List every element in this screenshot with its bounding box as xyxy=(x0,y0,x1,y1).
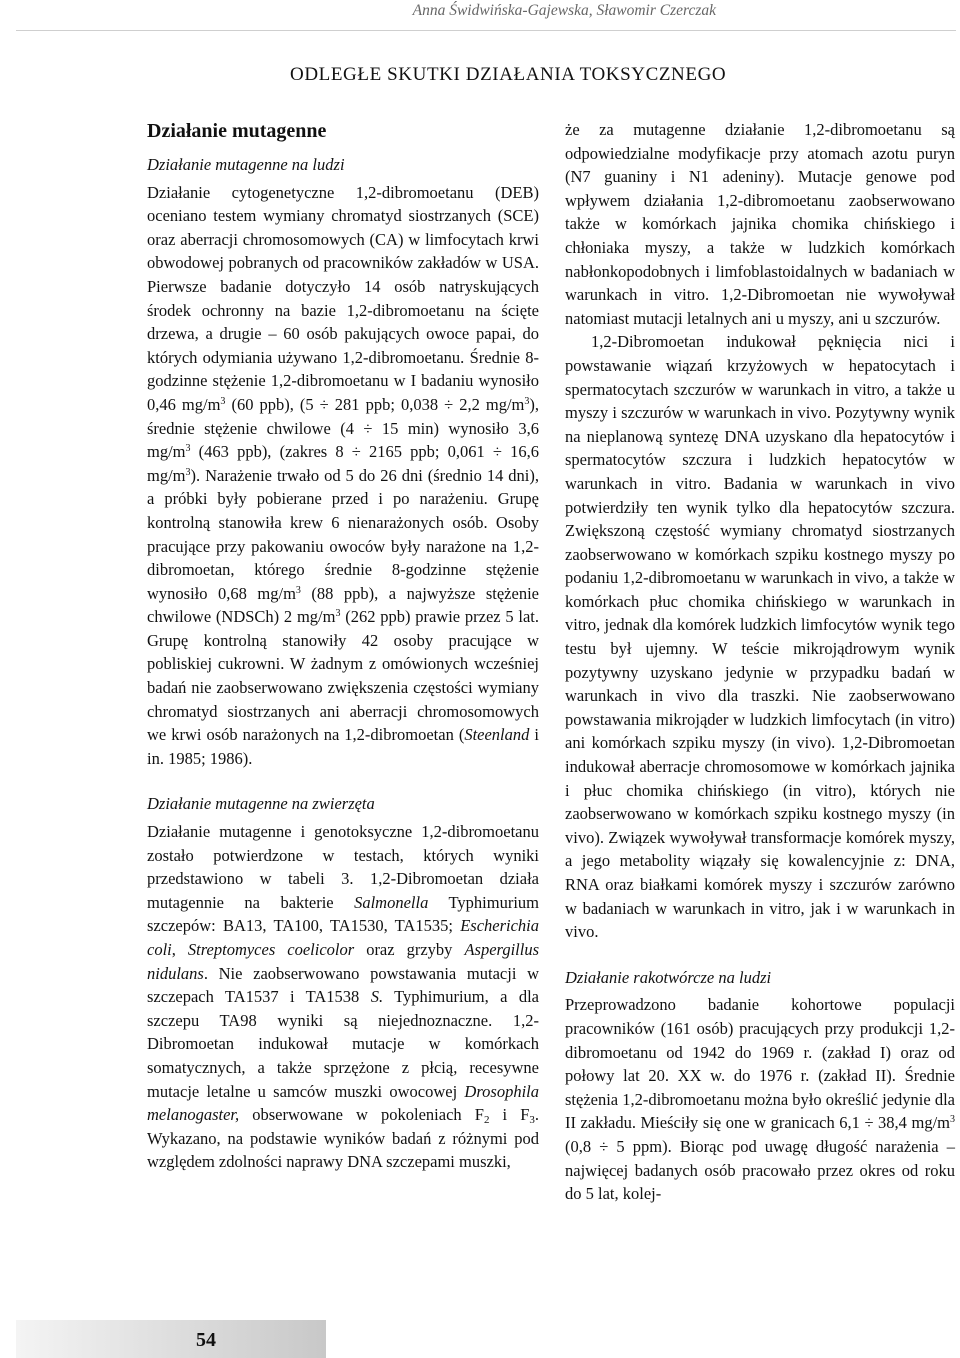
paragraph-animals: Działanie mutagenne i genotoksyczne 1,2-dibromoetanu zostało potwierdzone w testach, których wyniki przedstawiono w tabeli 3. 1,2-Dibromoetan działa mutagennie na bakterie Salmonella Typhimurium szczepów: BA13, TA100, TA1530, TA1535; Escherichia coli, Streptomyces coelicolor oraz grzyby Aspergillus nidulans. Nie zaobserwowano powstawania mutacji w szczepach TA1537 i TA1538 S. Typhimurium, a dla szczepu TA98 wyniki są niejednoznaczne. 1,2-Dibromoetan indukował mutacje w komórkach somatycznych, a także sprzężone z płcią, recesywne mutacje letalne u samców muszki owocowej Drosophila melanogaster, obserwowane w pokoleniach $F_2$ i $F_3$. Wykazano, na podstawie wyników badań z różnymi pod względem zdolności naprawy DNA szczepami muszki, xyxy=(147,822,540,1172)
section-title: ODLEGŁE SKUTKI DZIAŁANIA TOKSYCZNEGO xyxy=(290,64,727,85)
subheading-humans: Działanie mutagenne na ludzi xyxy=(147,155,345,174)
paragraph-cohort: Przeprowadzono badanie kohortowe populacji pracowników (161 osób) pracujących przy produkcji 1,2-dibromoetanu od 1942 do 1969 r. (zakład I) oraz od połowy lat 20. XX w. do 1976 r. (zakład II). Średnie stężenia 1,2-dibromoetanu można było określić jedynie dla II zakładu. Mieściły się one w granicach 6,1 ÷ 38,4 $mg/m^3$ (0,8 ÷ 5 ppm). Biorąc pod uwagę długość narażenia – najwięcej badanych osób pracowało przez okres od roku do 5 lat, kolej- xyxy=(565,995,955,1204)
header-divider xyxy=(16,30,956,31)
page-number-band xyxy=(16,1320,326,1358)
subheading-carcinogenic: Działanie rakotwórcze na ludzi xyxy=(565,967,772,987)
running-head: Anna Świdwińska-Gajewska, Sławomir Czerczak xyxy=(412,2,716,19)
page-number: 54 xyxy=(196,1329,216,1351)
paragraph-mechanism: że za mutagenne działanie 1,2-dibromoetanu są odpowiedzialne modyfikacje przy atomach azotu puryn (N7 guaniny i N1 adeniny). Mutacje genowe pod wpływem działania 1,2-dibromoetanu zaobserwowano także w komórkach jajnika chomika chińskiego i chłoniaka myszy, a także w ludzkich komórkach nabłonkopodobnych i limfoblastoidalnych w badaniach w warunkach in vitro. 1,2-Dibromoetan nie wywoływał natomiast mutacji letalnych ani u myszy, ani u szczurów. xyxy=(565,120,955,328)
right-column xyxy=(565,118,955,1206)
left-column xyxy=(147,118,539,1174)
heading-mutagenic: Działanie mutagenne xyxy=(147,120,327,142)
paragraph-humans: Działanie cytogenetyczne 1,2-dibromoetanu (DEB) oceniano testem wymiany chromatyd siostrzanych (SCE) oraz aberracji chromosomowych (CA) w limfocytach krwi obwodowej pobranych od pracowników zakładów w USA. Pierwsze badanie dotyczyło 14 osób natryskujących środek ochronny na bazie 1,2-dibromoetanu na ścięte drzewa, a drugie – 60 osób pakujących owoce papai, do których odymiania używano 1,2-dibromoetanu. Średnie 8-godzinne stężenie 1,2-dibromoetanu w I badaniu wynosiło 0,46 $mg/m^3$ (60 ppb), (5 ÷ 281 ppb; 0,038 ÷ 2,2 $mg/m^3$), średnie stężenie chwilowe (4 ÷ 15 min) wynosiło 3,6 $mg/m^3$ (463 ppb), (zakres 8 ÷ 2165 ppb; 0,061 ÷ 16,6 $mg/m^3$). Narażenie trwało od 5 do 26 dni (średnio 14 dni), a próbki były pobierane przed i po narażeniu. Grupę kontrolną stanowiła krew 6 nienarażonych osób. Osoby pracujące przy pakowaniu owoców były narażone na 1,2-dibromoetan, którego średnie 8-godzinne stężenie wynosiło 0,68 $mg/m^3$ (88 ppb), a najwyższe stężenie chwilowe (NDSCh) 2 $mg/m^3$ (262 ppb) prawie przez 5 lat. Grupę kontrolną stanowiły 42 osoby pracujące w pobliskiej cukrowni. W żadnym z omówionych wcześniej badań nie zaobserwowano zwiększenia częstości wymiany chromatyd siostrzanych ani aberracji chromosomowych we krwi osób narażonych na 1,2-dibromoetan (Steenland i in. 1985; 1986). xyxy=(147,182,539,768)
subheading-animals: Działanie mutagenne na zwierzęta xyxy=(147,794,375,814)
paragraph-genotoxicity: 1,2-Dibromoetan indukował pęknięcia nici i powstawanie wiązań krzyżowych w hepatocytach i spermatocytach szczurów w warunkach in vitro, a także u myszy i szczurów w warunkach in vivo. Pozytywny wynik na nieplanową syntezę DNA uzyskano dla hepatocytów i spermatocytów szczura i ludzkich hepatocytów w warunkach in vitro. Badania w warunkach in vivo potwierdziły ten wynik tylko dla hepatocytów szczura. Zwiększoną częstość wymiany chromatyd siostrzanych zaobserwowano w komórkach szpiku kostnego myszy po podaniu 1,2-dibromoetanu w warunkach in vivo, a także w komórkach płuc chomika chińskiego w warunkach in vitro, jednak dla komórek ludzkich limfocytów wynik tego testu był ujemny. W teście mikrojądrowym wynik pozytywny uzyskano jedynie w przypadku badań w warunkach in vivo dla traszki. Nie zaobserwowano powstawania mikrojąder w ludzkich limfocytach (in vitro) ani komórkach szpiku myszy (in vivo). 1,2-Dibromoetan indukował aberracje chromosomowe w komórkach jajnika i płuc chomika chińskiego (in vitro), których nie zaobserwowano w komórkach szpiku kostnego myszy (in vivo). Związek wywoływał transformacje komórek myszy, a jego metabolity wiązały się kowalencyjnie z: DNA, RNA oraz białkami komórek myszy i szczurów zarówno w badaniach w warunkach in vitro, jak i w warunkach in vivo. xyxy=(565,332,955,942)
